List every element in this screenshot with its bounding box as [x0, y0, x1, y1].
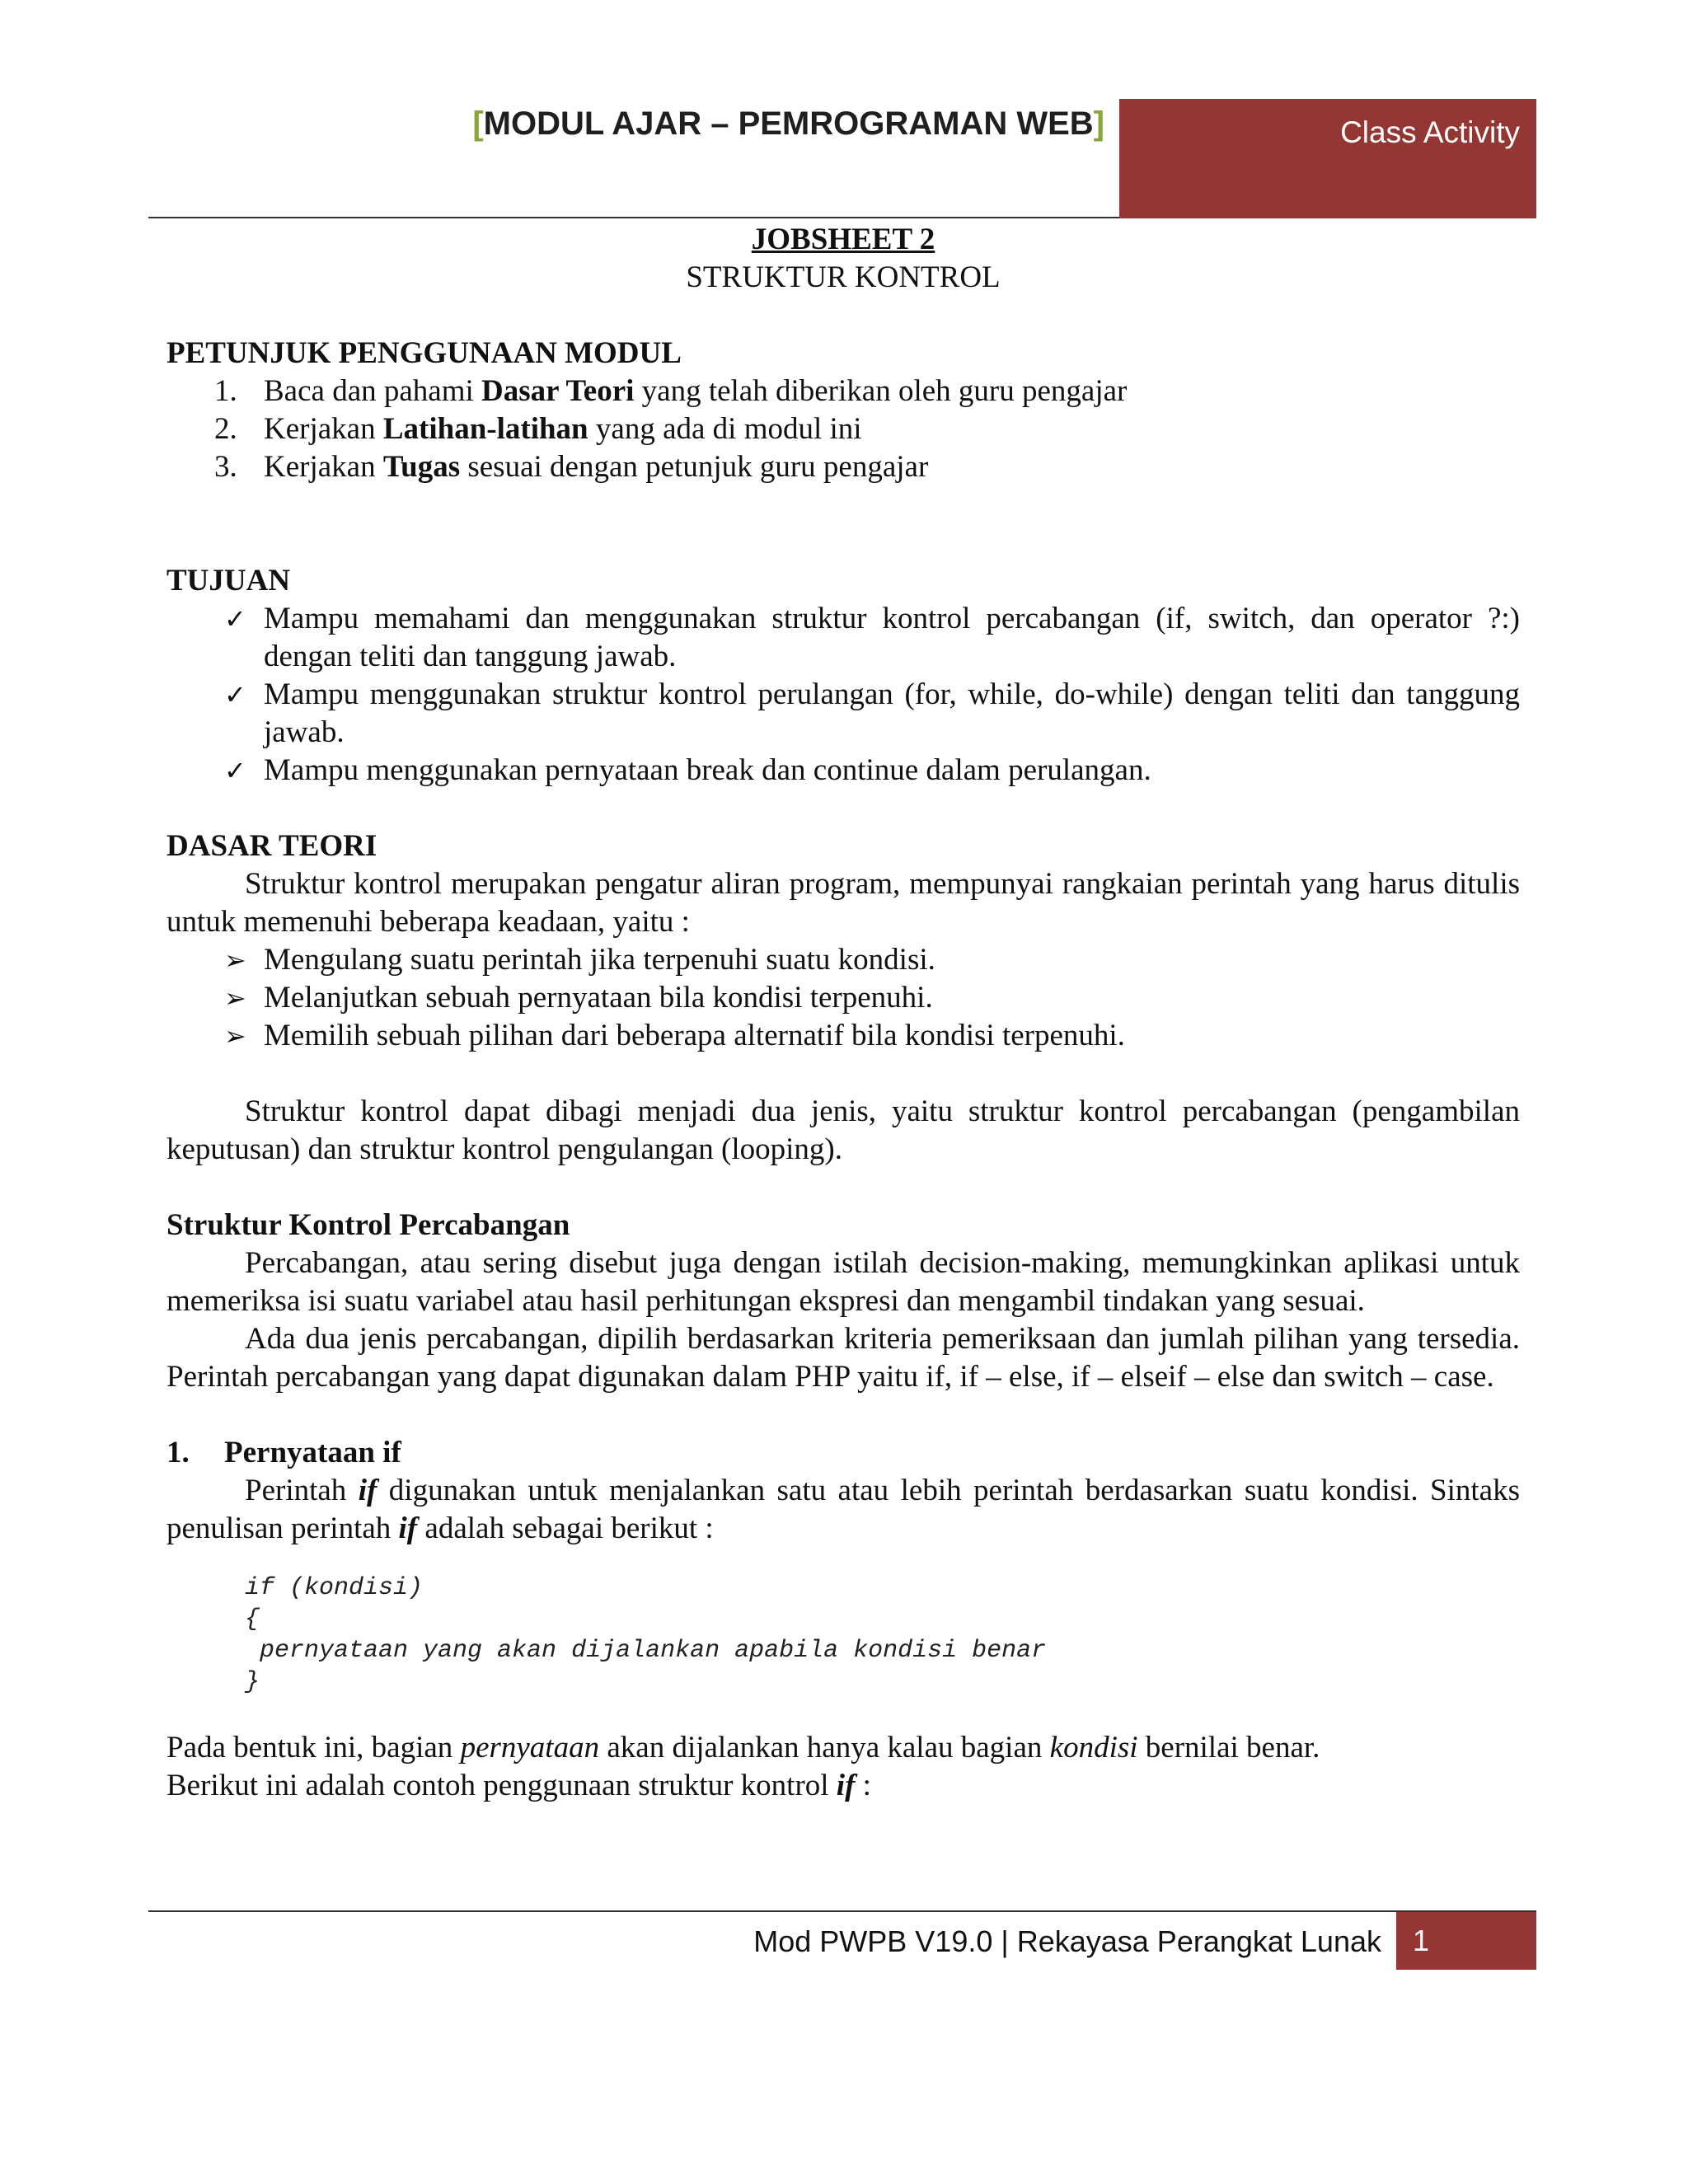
item-text: sesuai dengan petunjuk guru pengajar: [460, 450, 929, 484]
arrow-bullet-icon: ➢: [224, 1020, 246, 1052]
page-number: 1: [1413, 1924, 1430, 1957]
header-rule: [148, 217, 1119, 218]
checkmark-icon: ✓: [224, 755, 246, 786]
percabangan-paragraph-2: Ada dua jenis percabangan, dipilih berdasarkan kriteria pemeriksaan dan jumlah pilihan yang tersedia. Perintah percabangan yang dapat digunakan dalam PHP yaitu if, if – else, if – elseif – else dan switch – case.: [166, 1322, 1520, 1394]
list-item: [166, 676, 1520, 752]
item-text: Baca dan pahami: [264, 374, 482, 408]
item-bold: Tugas: [382, 450, 461, 484]
list-item: [166, 373, 1520, 410]
if-heading: [166, 1434, 1520, 1472]
header-box-label: Class Activity: [1340, 115, 1520, 149]
checkmark-icon: ✓: [224, 603, 246, 635]
petunjuk-heading: PETUNJUK PENGGUNAAN MODUL: [166, 336, 682, 370]
list-item: [166, 1017, 1520, 1055]
list-item: [166, 410, 1520, 448]
item-text: Mengulang suatu perintah jika terpenuhi suatu kondisi.: [264, 943, 935, 977]
jobsheet-subtitle: STRUKTUR KONTROL: [686, 260, 1001, 294]
tujuan-list: [166, 600, 1520, 790]
code-line: pernyataan yang akan dijalankan apabila kondisi benar: [245, 1637, 1047, 1665]
dasar-teori-list: [166, 941, 1520, 1055]
item-text: Kerjakan: [264, 412, 383, 446]
item-text: Memilih sebuah pilihan dari beberapa alternatif bila kondisi terpenuhi.: [264, 1019, 1125, 1052]
petunjuk-list: [166, 373, 1520, 486]
item-text: Mampu menggunakan struktur kontrol perulangan (for, while, do-while) dengan teliti dan tanggung jawab.: [264, 677, 1520, 749]
item-text: Melanjutkan sebuah pernyataan bila kondisi terpenuhi.: [264, 981, 933, 1015]
bracket-close: ]: [1093, 105, 1104, 142]
item-number: 3.: [214, 450, 237, 484]
section-title: Pernyataan if: [224, 1436, 401, 1469]
header-box: [1119, 99, 1536, 218]
code-line: if (kondisi): [245, 1574, 424, 1602]
if-explanation: Pada bentuk ini, bagian pernyataan akan dijalankan hanya kalau bagian kondisi bernilai benar.: [166, 1731, 1320, 1765]
dasar-teori-heading: DASAR TEORI: [166, 829, 377, 863]
page-number-box: [1396, 1912, 1536, 1970]
code-line: {: [245, 1605, 260, 1633]
section-number: 1.: [166, 1436, 190, 1469]
footer-text: Mod PWPB V19.0 | Rekayasa Perangkat Lunak: [753, 1924, 1381, 1958]
bracket-open: [: [472, 105, 484, 142]
checkmark-icon: ✓: [224, 679, 246, 710]
module-title: MODUL AJAR – PEMROGRAMAN WEB: [483, 105, 1094, 142]
list-item: [166, 448, 1520, 486]
list-item: [166, 600, 1520, 676]
item-number: 2.: [214, 412, 237, 446]
item-number: 1.: [214, 374, 237, 408]
list-item: [166, 941, 1520, 979]
item-text: yang ada di modul ini: [588, 412, 862, 446]
item-bold: Latihan-latihan: [382, 412, 588, 446]
dasar-teori-paragraph: Struktur kontrol dapat dibagi menjadi dua jenis, yaitu struktur kontrol percabangan (pengambilan keputusan) dan struktur kontrol pengulangan (looping).: [166, 1094, 1520, 1166]
code-line: }: [245, 1668, 260, 1696]
list-item: [166, 752, 1520, 790]
tujuan-heading: TUJUAN: [166, 564, 291, 598]
jobsheet-title: JOBSHEET 2: [751, 223, 935, 256]
arrow-bullet-icon: ➢: [224, 982, 246, 1014]
if-example-intro: Berikut ini adalah contoh penggunaan struktur kontrol if :: [166, 1769, 871, 1802]
item-text: Mampu menggunakan pernyataan break dan continue dalam perulangan.: [264, 753, 1151, 787]
list-item: [166, 979, 1520, 1017]
item-bold: Dasar Teori: [481, 374, 635, 408]
item-text: Kerjakan: [264, 450, 383, 484]
percabangan-paragraph-1: Percabangan, atau sering disebut juga dengan istilah decision-making, memungkinkan aplikasi untuk memeriksa isi suatu variabel atau hasil perhitungan ekspresi dan mengambil tindakan yang sesuai.: [166, 1246, 1520, 1318]
code-block: [166, 1572, 1520, 1698]
dasar-teori-intro: Struktur kontrol merupakan pengatur aliran program, mempunyai rangkaian perintah yang harus ditulis untuk memenuhi beberapa keadaan, yaitu :: [166, 867, 1520, 939]
if-paragraph: Perintah if digunakan untuk menjalankan satu atau lebih perintah berdasarkan suatu kondisi. Sintaks penulisan perintah if adalah sebagai berikut :: [166, 1474, 1520, 1545]
arrow-bullet-icon: ➢: [224, 944, 246, 976]
header-title: [330, 107, 1104, 140]
percabangan-heading: Struktur Kontrol Percabangan: [166, 1208, 570, 1242]
item-text: yang telah diberikan oleh guru pengajar: [634, 374, 1128, 408]
footer-rule: [148, 1910, 1536, 1912]
item-text: Mampu memahami dan menggunakan struktur kontrol percabangan (if, switch, dan operator ?:) dengan teliti dan tanggung jawab.: [264, 602, 1520, 673]
document-body: [166, 221, 1520, 1805]
